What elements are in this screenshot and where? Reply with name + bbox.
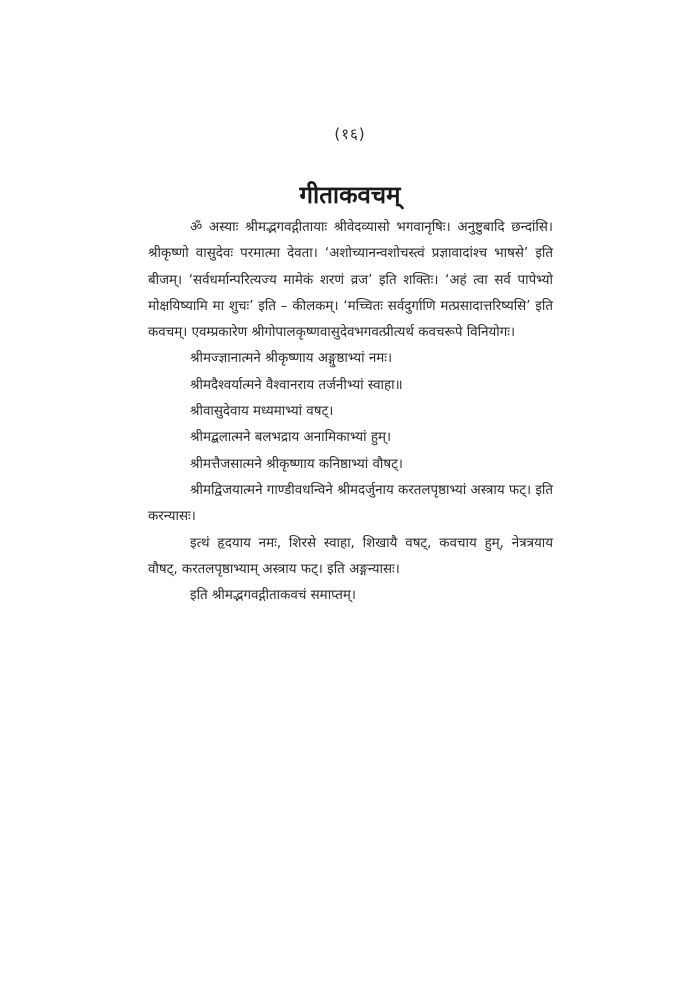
karanyasa-paragraph: श्रीमद्विजयात्मने गाण्डीवधन्विने श्रीमदर्जुनाय करतलपृष्ठाभ्यां अस्त्राय फट्। इति करन्यासः। — [148, 482, 553, 525]
nyasa-line-2: श्रीमदैश्वर्यात्मने वैश्वानराय तर्जनीभ्यां स्वाहा॥ — [190, 377, 403, 393]
viniyoga-paragraph: ॐ अस्याः श्रीमद्भगवद्गीतायाः श्रीवेदव्यासो भगवानृषिः। अनुष्टुबादि छन्दांसि। श्रीकृष्णो वासुदेवः परमात्मा देवता। ‘अशोच्यानन्वशोचस्त्वं प्रज्ञावादांश्च भाषसे’ इति बीजम्। ‘सर्वधर्मान्परित्यज्य मामेकं शरणं व्रज’ इति शक्तिः। ‘अहं त्वा सर्व पापेभ्यो मोक्षयिष्यामि मा शुचः’ इति – कीलकम्। ‘मच्चितः सर्वदुर्गाणि मत्प्रसादात्तरिष्यसि’ इति कवचम्। एवम्प्रकारेण श्रीगोपालकृष्णवासुदेवभगवत्प्रीत्यर्थ कवचरूपे विनियोगः। — [148, 220, 553, 341]
nyasa-line-3: श्रीवासुदेवाय मध्यमाभ्यां वषट्। — [190, 404, 334, 420]
nyasa-line-1: श्रीमज्ज्ञानात्मने श्रीकृष्णाय अङ्गुष्ठाभ्यां नमः। — [190, 351, 393, 367]
document-body — [148, 215, 553, 609]
nyasa-line-5: श्रीमत्तैजसात्मने श्रीकृष्णाय कनिष्ठाभ्यां वौषट्। — [190, 456, 403, 472]
nyasa-line-4: श्रीमद्बलात्मने बलभद्राय अनामिकाभ्यां हुम्। — [190, 430, 392, 446]
page-number: (१६) — [334, 125, 366, 143]
conclusion-line: इति श्रीमद्भगवद्गीताकवचं समाप्तम्। — [190, 588, 356, 604]
page-title: गीताकवचम् — [299, 181, 401, 209]
anganyasa-paragraph: इत्थं हृदयाय नमः, शिरसे स्वाहा, शिखायै वषट्, कवचाय हुम्, नेत्रत्रयाय वौषट्, करतलपृष्ठाभ्याम् अस्त्राय फट्। इति अङ्गन्यासः। — [148, 535, 553, 577]
